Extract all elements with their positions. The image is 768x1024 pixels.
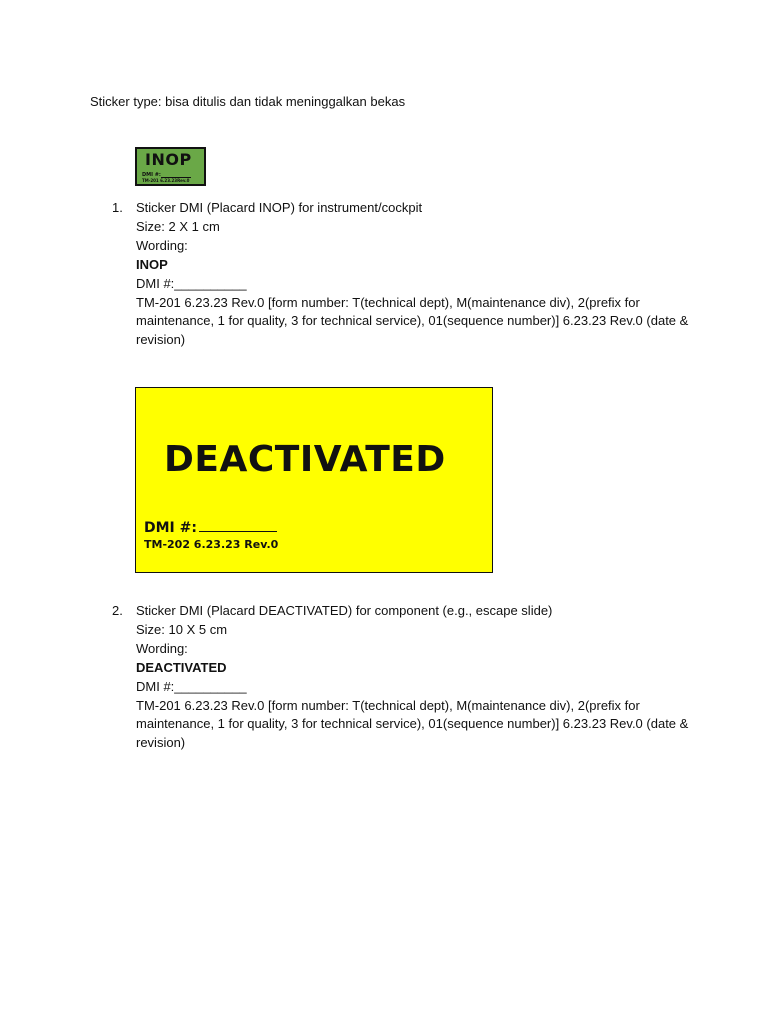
list-item-number: 1. [112, 200, 123, 215]
deactivated-sticker-dmi-label: DMI #: [144, 520, 197, 536]
inop-sticker-form-number: TM-201 6.23.23Rev.0 [142, 178, 190, 183]
item-wording: DEACTIVATED [136, 659, 227, 675]
inop-sticker [135, 147, 206, 186]
item-heading: Sticker DMI (Placard DEACTIVATED) for component (e.g., escape slide) [136, 603, 553, 618]
item-description: TM-201 6.23.23 Rev.0 [form number: T(technical dept), M(maintenance div), 2(prefix for maintenance, 1 for quality, 3 for technical service), 01(sequence number)] 6.23.23 Rev.0 (date & revision) [136, 697, 689, 751]
inop-sticker-dmi-label: DMI #: [142, 172, 161, 178]
item-heading: Sticker DMI (Placard INOP) for instrument/cockpit [136, 200, 423, 215]
item-wording: INOP [136, 256, 168, 272]
item-dmi: DMI #:__________ [136, 678, 247, 694]
list-item-number: 2. [112, 603, 123, 618]
item-description: TM-201 6.23.23 Rev.0 [form number: T(technical dept), M(maintenance div), 2(prefix for maintenance, 1 for quality, 3 for technical service), 01(sequence number)] 6.23.23 Rev.0 (date & revision) [136, 294, 689, 348]
intro-text: Sticker type: bisa ditulis dan tidak meninggalkan bekas [90, 94, 406, 109]
list-item-inop [112, 199, 696, 350]
item-dmi: DMI #:__________ [136, 275, 247, 291]
deactivated-sticker-title: DEACTIVATED [164, 439, 446, 480]
list-item-deactivated [112, 602, 696, 753]
deactivated-sticker-dmi-blank [199, 519, 277, 532]
deactivated-sticker-form-number: TM-202 6.23.23 Rev.0 [144, 538, 279, 551]
item-wording-label: Wording: [136, 640, 188, 656]
deactivated-sticker [135, 387, 493, 573]
inop-sticker-title: INOP [145, 150, 192, 169]
deactivated-sticker-dmi [144, 519, 277, 537]
item-size: Size: 10 X 5 cm [136, 621, 228, 637]
item-size: Size: 2 X 1 cm [136, 218, 220, 234]
item-wording-label: Wording: [136, 237, 188, 253]
